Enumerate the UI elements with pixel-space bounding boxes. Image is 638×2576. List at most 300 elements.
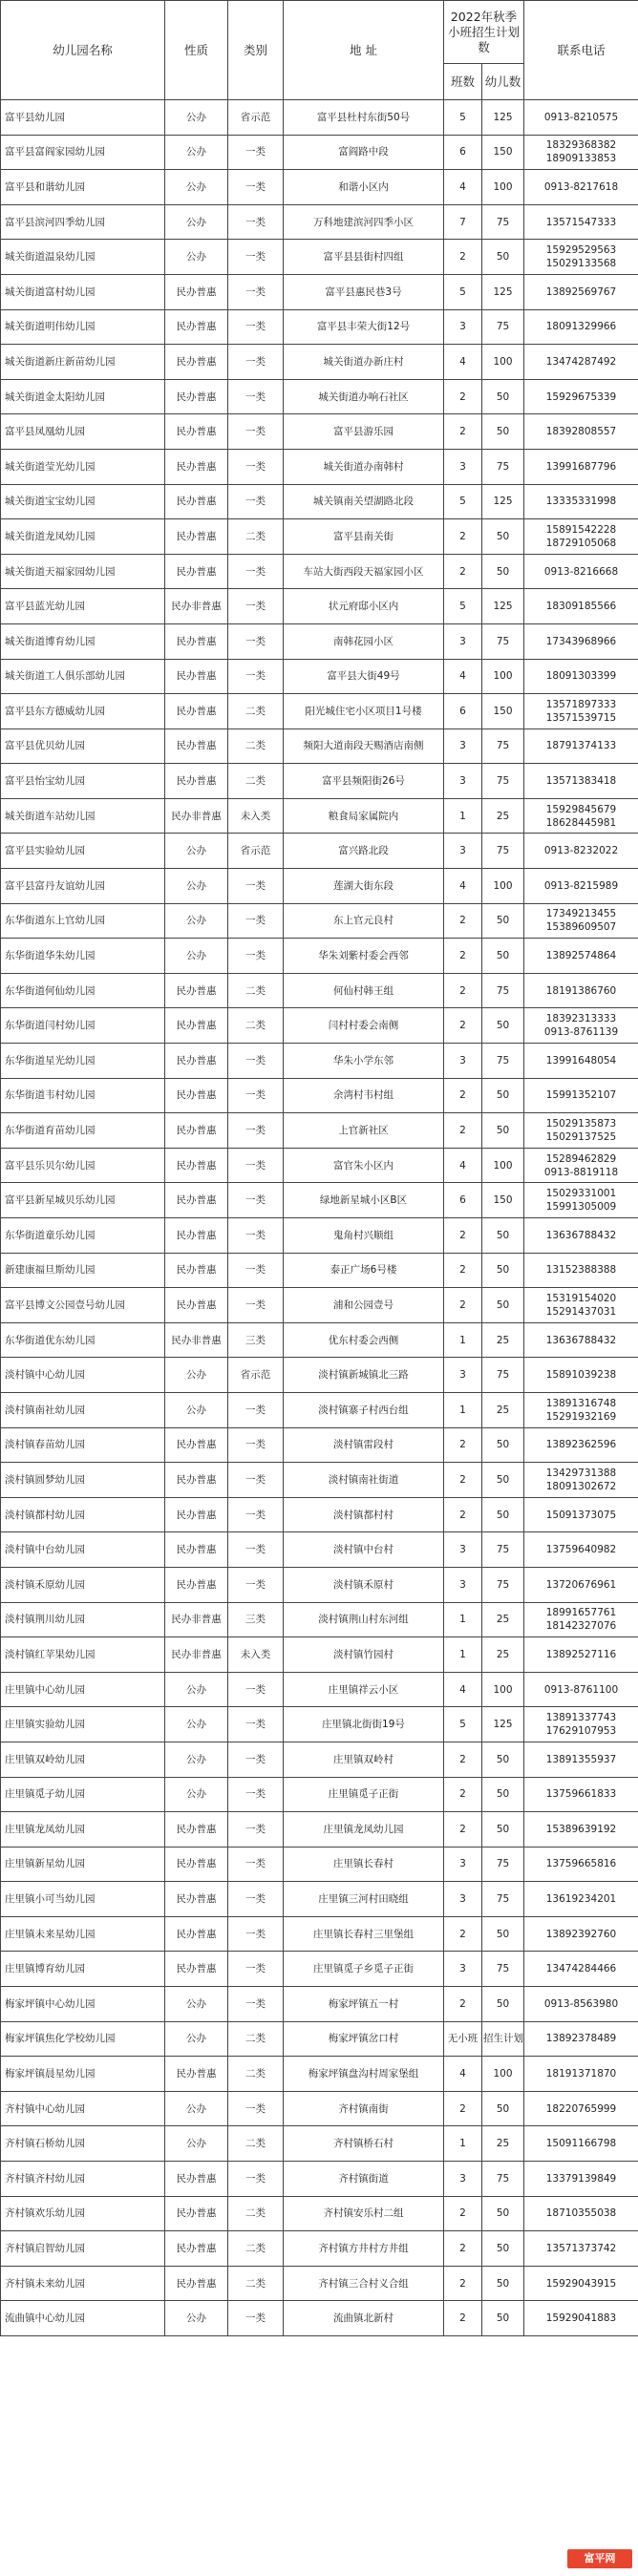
- kindergarten-name: 庄里镇觅子幼儿园: [1, 1777, 165, 1812]
- phone-line: 0913-8761139: [543, 1026, 619, 1039]
- student-count: 50: [482, 1463, 524, 1498]
- kindergarten-nature: 民办普惠: [165, 623, 228, 659]
- phone-line: 13571547333: [545, 216, 617, 228]
- phone-line: 13429731388: [545, 1467, 617, 1479]
- table-row: [1, 1987, 638, 2022]
- student-count: 125: [482, 274, 524, 309]
- student-count: 100: [482, 659, 524, 694]
- class-count: 4: [444, 1672, 482, 1707]
- student-count: 75: [482, 1882, 524, 1917]
- phone-number: [524, 1742, 638, 1777]
- class-count: 1: [444, 1392, 482, 1427]
- table-row: [1, 1392, 638, 1427]
- table-row: [1, 1358, 638, 1393]
- kindergarten-address: 和谐小区内: [284, 170, 444, 205]
- kindergarten-nature: 公办: [165, 2091, 228, 2126]
- kindergarten-address: 华朱刘紫村委会西邻: [284, 939, 444, 974]
- phone-number: [524, 1812, 638, 1848]
- student-count: 50: [482, 519, 524, 555]
- class-count: 2: [444, 2091, 482, 2126]
- class-count: 2: [444, 1987, 482, 2022]
- table-row: [1, 1532, 638, 1568]
- kindergarten-name: 庄里镇龙凤幼儿园: [1, 1812, 165, 1848]
- kindergarten-nature: 民办普惠: [165, 973, 228, 1008]
- class-count: 1: [444, 1637, 482, 1673]
- class-count: 5: [444, 1707, 482, 1742]
- class-count: 2: [444, 1742, 482, 1777]
- kindergarten-address: 淡村镇新城镇北三路: [284, 1358, 444, 1393]
- kindergarten-category: 一类: [228, 1497, 284, 1532]
- kindergarten-address: 富官朱小区内: [284, 1148, 444, 1183]
- table-row: [1, 869, 638, 904]
- student-count: 25: [482, 1322, 524, 1358]
- kindergarten-category: 一类: [228, 1183, 284, 1218]
- student-count: 75: [482, 1952, 524, 1987]
- kindergarten-name: 城关街道工人俱乐部幼儿园: [1, 659, 165, 694]
- phone-number: [524, 519, 638, 555]
- kindergarten-address: 何仙村韩王组: [284, 973, 444, 1008]
- kindergarten-name: 城关街道温泉幼儿园: [1, 240, 165, 275]
- kindergarten-address: 余湾村韦村组: [284, 1078, 444, 1113]
- kindergarten-nature: 民办普惠: [165, 1882, 228, 1917]
- kindergarten-name: 富平县富丹友谊幼儿园: [1, 869, 165, 904]
- class-count: 3: [444, 1044, 482, 1079]
- kindergarten-name: 齐村镇石桥幼儿园: [1, 2126, 165, 2162]
- phone-number: [524, 1078, 638, 1113]
- kindergarten-address: 万科地建滨河四季小区: [284, 204, 444, 240]
- table-row: [1, 2231, 638, 2267]
- class-count: 3: [444, 2162, 482, 2197]
- kindergarten-name: 庄里镇新星幼儿园: [1, 1847, 165, 1882]
- kindergarten-nature: 民办普惠: [165, 414, 228, 450]
- kindergarten-name: 庄里镇小可当幼儿园: [1, 1882, 165, 1917]
- class-count: 2: [444, 973, 482, 1008]
- phone-number: [524, 204, 638, 240]
- table-row: [1, 973, 638, 1008]
- kindergarten-nature: 民办普惠: [165, 309, 228, 345]
- phone-number: [524, 1288, 638, 1323]
- phone-number: [524, 1952, 638, 1987]
- kindergarten-nature: 公办: [165, 1987, 228, 2022]
- student-count: 75: [482, 764, 524, 799]
- phone-line: 13636788432: [545, 1229, 617, 1241]
- phone-line: 13891337743: [545, 1712, 617, 1724]
- table-row: [1, 589, 638, 624]
- kindergarten-name: 庄里镇未来星幼儿园: [1, 1916, 165, 1952]
- kindergarten-name: 淡村镇圆梦幼儿园: [1, 1463, 165, 1498]
- class-count: 无小班: [444, 2021, 482, 2057]
- kindergarten-category: 一类: [228, 1113, 284, 1149]
- kindergarten-address: 庄里镇双岭村: [284, 1742, 444, 1777]
- kindergarten-nature: 民办普惠: [165, 694, 228, 729]
- class-count: 3: [444, 1532, 482, 1568]
- student-count: 50: [482, 2301, 524, 2336]
- kindergarten-category: 二类: [228, 764, 284, 799]
- phone-number: [524, 623, 638, 659]
- kindergarten-address: 齐村镇三合村义合组: [284, 2266, 444, 2301]
- phone-line: 0913-8210575: [543, 111, 619, 123]
- class-count: 4: [444, 869, 482, 904]
- kindergarten-name: 富平县富阎家园幼儿园: [1, 135, 165, 170]
- kindergarten-nature: 民办普惠: [165, 519, 228, 555]
- kindergarten-address: 上官新社区: [284, 1113, 444, 1149]
- phone-line: 15389609507: [545, 921, 617, 934]
- phone-line: 13759665816: [545, 1858, 617, 1870]
- kindergarten-nature: 公办: [165, 1358, 228, 1393]
- student-count: 75: [482, 623, 524, 659]
- class-count: 2: [444, 1777, 482, 1812]
- kindergarten-nature: 公办: [165, 903, 228, 939]
- kindergarten-address: 庄里镇长春村三里堡组: [284, 1916, 444, 1952]
- class-count: 5: [444, 100, 482, 136]
- phone-number: [524, 869, 638, 904]
- kindergarten-address: 齐村镇桥石村: [284, 2126, 444, 2162]
- student-count: 150: [482, 135, 524, 170]
- kindergarten-category: 一类: [228, 1078, 284, 1113]
- kindergarten-category: 一类: [228, 1707, 284, 1742]
- class-count: 2: [444, 2301, 482, 2336]
- kindergarten-category: 一类: [228, 589, 284, 624]
- student-count: 50: [482, 2231, 524, 2267]
- kindergarten-address: 淡村镇中台村: [284, 1532, 444, 1568]
- student-count: 50: [482, 903, 524, 939]
- kindergarten-address: 梅家坪镇盘沟村周家堡组: [284, 2057, 444, 2092]
- table-row: [1, 1812, 638, 1848]
- phone-number: [524, 659, 638, 694]
- table-row: [1, 449, 638, 484]
- phone-number: [524, 2266, 638, 2301]
- class-count: 6: [444, 1183, 482, 1218]
- kindergarten-nature: 公办: [165, 834, 228, 869]
- kindergarten-address: 车站大街西段天福家园小区: [284, 554, 444, 589]
- phone-line: 18791374133: [545, 740, 617, 752]
- kindergarten-nature: 公办: [165, 1742, 228, 1777]
- kindergarten-address: 南韩花园小区: [284, 623, 444, 659]
- phone-line: 0913-8232022: [543, 845, 619, 857]
- student-count: 50: [482, 1916, 524, 1952]
- class-count: 2: [444, 2196, 482, 2231]
- class-count: 2: [444, 1253, 482, 1288]
- table-row: [1, 1847, 638, 1882]
- student-count: 100: [482, 345, 524, 380]
- kindergarten-address: 优东村委会西侧: [284, 1322, 444, 1358]
- kindergarten-category: 一类: [228, 135, 284, 170]
- table-row: [1, 1602, 638, 1637]
- student-count: 50: [482, 2266, 524, 2301]
- kindergarten-address: 富平县丰荣大街12号: [284, 309, 444, 345]
- phone-line: 15091166798: [545, 2138, 617, 2150]
- student-count: 75: [482, 1567, 524, 1602]
- kindergarten-category: 三类: [228, 1322, 284, 1358]
- kindergarten-category: 二类: [228, 973, 284, 1008]
- phone-line: 0913-8216668: [543, 565, 619, 578]
- phone-line: 13571383418: [545, 775, 617, 788]
- kindergarten-name: 东华街道东上官幼儿园: [1, 903, 165, 939]
- kindergarten-name: 东华街道童乐幼儿园: [1, 1218, 165, 1254]
- class-count: 5: [444, 274, 482, 309]
- kindergarten-nature: 民办非普惠: [165, 1322, 228, 1358]
- kindergarten-name: 富平县蓝光幼儿园: [1, 589, 165, 624]
- class-count: 7: [444, 204, 482, 240]
- class-count: 2: [444, 1008, 482, 1044]
- phone-line: 15291437031: [545, 1305, 617, 1318]
- phone-number: [524, 100, 638, 136]
- phone-line: 15319154020: [545, 1292, 617, 1304]
- kindergarten-nature: 民办普惠: [165, 764, 228, 799]
- kindergarten-category: 一类: [228, 1672, 284, 1707]
- table-row: [1, 764, 638, 799]
- kindergarten-address: 富平县频阳街26号: [284, 764, 444, 799]
- table-row: [1, 834, 638, 869]
- kindergarten-address: 庄里镇龙凤幼儿园: [284, 1812, 444, 1848]
- student-count: 75: [482, 1847, 524, 1882]
- kindergarten-nature: 民办非普惠: [165, 1602, 228, 1637]
- class-count: 3: [444, 1847, 482, 1882]
- phone-line: 18329368382: [545, 139, 617, 152]
- class-count: 4: [444, 659, 482, 694]
- table-row: [1, 728, 638, 764]
- kindergarten-address: 庄里镇北街街19号: [284, 1707, 444, 1742]
- kindergarten-name: 富平县乐贝尔幼儿园: [1, 1148, 165, 1183]
- kindergarten-category: 一类: [228, 1148, 284, 1183]
- phone-number: [524, 1847, 638, 1882]
- student-count: 50: [482, 1113, 524, 1149]
- phone-line: 15091373075: [545, 1509, 617, 1521]
- student-count: 75: [482, 309, 524, 345]
- class-count: 2: [444, 2231, 482, 2267]
- kindergarten-category: 一类: [228, 170, 284, 205]
- kindergarten-nature: 民办普惠: [165, 1078, 228, 1113]
- student-count: 100: [482, 1672, 524, 1707]
- phone-line: 15991305009: [545, 1201, 617, 1214]
- class-count: 4: [444, 345, 482, 380]
- phone-number: [524, 414, 638, 450]
- kindergarten-name: 淡村镇南社幼儿园: [1, 1392, 165, 1427]
- kindergarten-address: 粮食局家属院内: [284, 798, 444, 834]
- phone-line: 13571539715: [545, 711, 617, 724]
- phone-line: 13892362596: [545, 1439, 617, 1451]
- phone-number: [524, 379, 638, 414]
- kindergarten-name: 淡村镇中台幼儿园: [1, 1532, 165, 1568]
- phone-line: 18091303399: [545, 670, 617, 683]
- phone-line: 13991687796: [545, 460, 617, 473]
- kindergarten-nature: 民办普惠: [165, 1253, 228, 1288]
- kindergarten-name: 齐村镇启智幼儿园: [1, 2231, 165, 2267]
- table-row: [1, 1183, 638, 1218]
- kindergarten-nature: 公办: [165, 135, 228, 170]
- kindergarten-address: 城关街道办新庄村: [284, 345, 444, 380]
- phone-number: [524, 1253, 638, 1288]
- student-count: 50: [482, 240, 524, 275]
- phone-number: [524, 1602, 638, 1637]
- kindergarten-nature: 公办: [165, 100, 228, 136]
- table-row: [1, 2057, 638, 2092]
- kindergarten-name: 富平县凤凰幼儿园: [1, 414, 165, 450]
- kindergarten-category: 一类: [228, 869, 284, 904]
- table-row: [1, 345, 638, 380]
- student-count: 100: [482, 2057, 524, 2092]
- phone-number: [524, 1882, 638, 1917]
- kindergarten-nature: 民办普惠: [165, 2196, 228, 2231]
- phone-line: 13891355937: [545, 1753, 617, 1765]
- kindergarten-nature: 民办普惠: [165, 1218, 228, 1254]
- kindergarten-name: 梅家坪镇焦化学校幼儿园: [1, 2021, 165, 2057]
- student-count: 75: [482, 728, 524, 764]
- kindergarten-name: 东华街道何仙幼儿园: [1, 973, 165, 1008]
- table-row: [1, 1218, 638, 1254]
- kindergarten-address: 庄里镇长春村: [284, 1847, 444, 1882]
- class-count: 2: [444, 554, 482, 589]
- phone-line: 15891039238: [545, 1369, 617, 1382]
- kindergarten-address: 梅家坪镇岔口村: [284, 2021, 444, 2057]
- kindergarten-category: 省示范: [228, 834, 284, 869]
- kindergarten-name: 富平县新星城贝乐幼儿园: [1, 1183, 165, 1218]
- kindergarten-category: 一类: [228, 2301, 284, 2336]
- class-count: 5: [444, 589, 482, 624]
- phone-number: [524, 764, 638, 799]
- student-count: 75: [482, 2162, 524, 2197]
- kindergarten-nature: 民办普惠: [165, 2057, 228, 2092]
- kindergarten-nature: 民办普惠: [165, 449, 228, 484]
- class-count: 2: [444, 903, 482, 939]
- table-row: [1, 1567, 638, 1602]
- phone-number: [524, 554, 638, 589]
- kindergarten-category: 一类: [228, 1218, 284, 1254]
- student-count: 75: [482, 834, 524, 869]
- phone-line: 15929675339: [545, 391, 617, 403]
- kindergarten-name: 齐村镇齐村幼儿园: [1, 2162, 165, 2197]
- kindergarten-nature: 民办普惠: [165, 1113, 228, 1149]
- student-count: 150: [482, 694, 524, 729]
- student-count: 50: [482, 1987, 524, 2022]
- phone-number: [524, 1218, 638, 1254]
- phone-line: 18220765999: [545, 2102, 617, 2115]
- table-row: [1, 1742, 638, 1777]
- table-row: [1, 1882, 638, 1917]
- phone-line: 13892378489: [545, 2033, 617, 2045]
- kindergarten-name: 城关街道龙凤幼儿园: [1, 519, 165, 555]
- header-students: 幼儿数: [482, 64, 524, 100]
- student-count: 100: [482, 869, 524, 904]
- student-count: 75: [482, 1532, 524, 1568]
- phone-number: [524, 1916, 638, 1952]
- header-classes: 班数: [444, 64, 482, 100]
- phone-number: [524, 1358, 638, 1393]
- kindergarten-category: 一类: [228, 414, 284, 450]
- phone-line: 17629107953: [545, 1725, 617, 1738]
- kindergarten-nature: 民办普惠: [165, 1952, 228, 1987]
- kindergarten-category: 未入类: [228, 1637, 284, 1673]
- class-count: 3: [444, 728, 482, 764]
- kindergarten-name: 流曲镇中心幼儿园: [1, 2301, 165, 2336]
- phone-number: [524, 2057, 638, 2092]
- phone-line: 13759640982: [545, 1544, 617, 1556]
- kindergarten-category: 二类: [228, 1008, 284, 1044]
- kindergarten-address: 泰正广场6号楼: [284, 1253, 444, 1288]
- phone-line: 13892569767: [545, 285, 617, 298]
- table-row: [1, 135, 638, 170]
- student-count: 50: [482, 1812, 524, 1848]
- class-count: 4: [444, 170, 482, 205]
- student-count: 75: [482, 1044, 524, 1079]
- student-count: 150: [482, 1183, 524, 1218]
- table-row: [1, 204, 638, 240]
- phone-number: [524, 1532, 638, 1568]
- kindergarten-name: 城关街道明伟幼儿园: [1, 309, 165, 345]
- kindergarten-name: 庄里镇双岭幼儿园: [1, 1742, 165, 1777]
- phone-line: 0913-8215989: [543, 879, 619, 892]
- phone-number: [524, 2301, 638, 2336]
- student-count: 50: [482, 1008, 524, 1044]
- table-row: [1, 1322, 638, 1358]
- kindergarten-name: 淡村镇禾原幼儿园: [1, 1567, 165, 1602]
- kindergarten-category: 一类: [228, 1952, 284, 1987]
- class-count: 2: [444, 1218, 482, 1254]
- student-count: 50: [482, 1427, 524, 1463]
- phone-number: [524, 1987, 638, 2022]
- kindergarten-category: 一类: [228, 309, 284, 345]
- kindergarten-nature: 民办普惠: [165, 1532, 228, 1568]
- phone-line: 0913-8761100: [543, 1683, 619, 1696]
- kindergarten-category: 一类: [228, 2162, 284, 2197]
- kindergarten-category: 二类: [228, 694, 284, 729]
- header-row: [1, 1, 638, 64]
- kindergarten-nature: 公办: [165, 1672, 228, 1707]
- table-row: [1, 903, 638, 939]
- phone-line: 15029135873: [545, 1118, 617, 1130]
- table-row: [1, 1952, 638, 1987]
- kindergarten-nature: 民办普惠: [165, 1044, 228, 1079]
- kindergarten-address: 庄里镇觅子正街: [284, 1777, 444, 1812]
- kindergarten-category: 二类: [228, 2057, 284, 2092]
- kindergarten-nature: 民办非普惠: [165, 589, 228, 624]
- phone-line: 15929041883: [545, 2312, 617, 2325]
- class-count: 1: [444, 1602, 482, 1637]
- table-row: [1, 1672, 638, 1707]
- table-row: [1, 240, 638, 275]
- student-count: 50: [482, 939, 524, 974]
- kindergarten-address: 淡村镇荆山村东河组: [284, 1602, 444, 1637]
- phone-line: 15291932169: [545, 1410, 617, 1423]
- kindergarten-nature: 公办: [165, 2301, 228, 2336]
- kindergarten-name: 庄里镇实验幼儿园: [1, 1707, 165, 1742]
- kindergarten-category: 一类: [228, 939, 284, 974]
- kindergarten-nature: 民办普惠: [165, 1183, 228, 1218]
- kindergarten-nature: 民办普惠: [165, 1916, 228, 1952]
- table-row: [1, 1113, 638, 1149]
- kindergarten-nature: 公办: [165, 1392, 228, 1427]
- class-count: 4: [444, 1148, 482, 1183]
- kindergarten-category: 一类: [228, 1777, 284, 1812]
- kindergarten-address: 淡村镇都村村: [284, 1497, 444, 1532]
- table-row: [1, 2126, 638, 2162]
- kindergarten-category: 一类: [228, 659, 284, 694]
- kindergarten-category: 一类: [228, 1812, 284, 1848]
- table-row: [1, 1463, 638, 1498]
- phone-number: [524, 1777, 638, 1812]
- kindergarten-category: 一类: [228, 1532, 284, 1568]
- phone-number: [524, 1497, 638, 1532]
- kindergarten-address: 庄里镇三河村田晓组: [284, 1882, 444, 1917]
- phone-line: 15289462829: [545, 1152, 617, 1165]
- kindergarten-category: 一类: [228, 1288, 284, 1323]
- phone-number: [524, 1707, 638, 1742]
- kindergarten-nature: 公办: [165, 204, 228, 240]
- phone-line: 15891542228: [545, 523, 617, 536]
- kindergarten-name: 齐村镇未来幼儿园: [1, 2266, 165, 2301]
- kindergarten-nature: 民办普惠: [165, 1008, 228, 1044]
- table-row: [1, 939, 638, 974]
